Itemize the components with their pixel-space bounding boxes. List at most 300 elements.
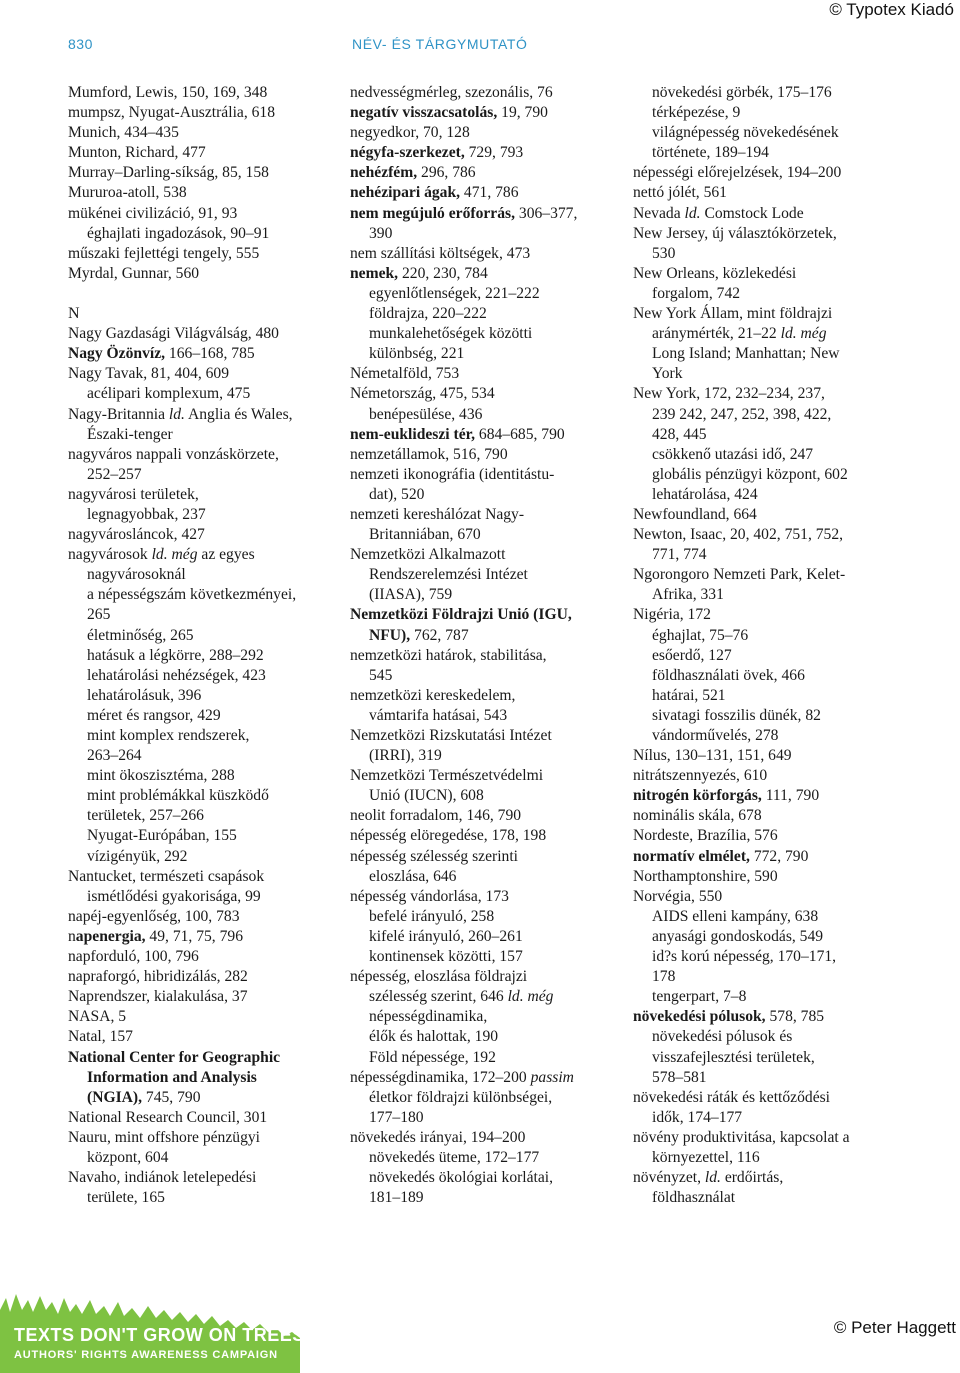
index-cross-ref: ld. még: [780, 325, 827, 343]
index-text: műszaki fejlettégi tengely, 555: [68, 244, 260, 262]
index-entry: [68, 626, 338, 646]
index-term-bold: negatív visszacsatolás,: [350, 104, 498, 122]
index-entry: [68, 1168, 338, 1188]
index-cross-ref: ld.: [704, 1169, 721, 1187]
index-entry: [633, 445, 923, 465]
index-text: Rendszerelemzési Intézet: [369, 566, 528, 584]
index-text: környezettel, 116: [652, 1148, 760, 1166]
index-entry: [68, 766, 338, 786]
index-entry: [633, 666, 923, 686]
index-entry: [633, 324, 923, 344]
index-entry: [350, 987, 620, 1007]
index-text: 471, 786: [460, 184, 519, 202]
index-text: növekedés irányai, 194–200: [350, 1128, 526, 1146]
index-entry: [350, 646, 620, 666]
index-entry: [350, 1007, 620, 1027]
index-entry: [68, 163, 338, 183]
index-entry: [633, 83, 923, 103]
index-entry: [68, 143, 338, 163]
index-entry: [633, 786, 923, 806]
index-entry: [350, 505, 620, 525]
index-entry: [633, 867, 923, 887]
index-text: anyasági gondoskodás, 549: [652, 927, 824, 945]
index-text: Északi-tenger: [87, 425, 173, 443]
index-text: éghajlat, 75–76: [652, 626, 749, 644]
index-text: mumpsz, Nyugat-Ausztrália, 618: [68, 104, 276, 122]
index-entry: [633, 887, 923, 907]
index-entry: [633, 405, 923, 425]
index-entry: [633, 204, 923, 224]
index-text: id?s korú népesség, 170–171,: [652, 948, 837, 966]
index-entry: [68, 887, 338, 907]
index-entry: [633, 545, 923, 565]
index-text: Nantucket, természeti csapások: [68, 867, 265, 885]
index-entry: [350, 344, 620, 364]
index-entry: [350, 806, 620, 826]
index-entry: [68, 1027, 338, 1047]
index-column-3: [633, 83, 923, 1208]
index-text: mint problémákkal küszködő: [87, 787, 269, 805]
index-text: ismétlődési gyakorisága, 99: [87, 887, 261, 905]
index-text: Navaho, indiánok letelepedési: [68, 1169, 257, 1187]
index-column-1: [68, 83, 338, 1208]
index-text: éghajlati ingadozások, 90–91: [87, 224, 270, 242]
index-entry: [633, 806, 923, 826]
index-entry: [350, 525, 620, 545]
index-term-bold: nem megújuló erőforrás,: [350, 204, 515, 222]
index-text: Afrika, 331: [652, 586, 724, 604]
index-term-bold: normatív elmélet,: [633, 847, 750, 865]
index-entry: [633, 1148, 923, 1168]
index-text: dat), 520: [369, 485, 425, 503]
index-entry: [350, 364, 620, 384]
index-entry: [68, 686, 338, 706]
index-entry: [633, 264, 923, 284]
banner-subtitle: AUTHORS' RIGHTS AWARENESS CAMPAIGN: [14, 1349, 278, 1361]
index-text: 177–180: [369, 1108, 424, 1126]
index-text: 771, 774: [652, 546, 707, 564]
index-text: kifelé irányuló, 260–261: [369, 927, 523, 945]
index-entry: [350, 224, 620, 244]
index-entry: [350, 405, 620, 425]
index-entry: [68, 746, 338, 766]
index-text: nemzetközi kereskedelem,: [350, 686, 516, 704]
index-text: Nílus, 130–131, 151, 649: [633, 747, 792, 765]
index-entry: [68, 545, 338, 565]
index-entry: [350, 143, 620, 163]
index-entry: [633, 344, 923, 364]
index-text: n: [68, 927, 76, 945]
index-text: növekedési görbék, 175–176: [652, 84, 832, 101]
index-entry: [68, 1088, 338, 1108]
index-text: forgalom, 742: [652, 284, 741, 302]
index-text: Nagy-Britannia: [68, 405, 169, 423]
index-entry: [68, 183, 338, 203]
index-text: New York, 172, 232–234, 237,: [633, 385, 825, 403]
index-entry: [68, 646, 338, 666]
index-cross-ref: ld.: [684, 204, 701, 222]
index-text: Föld népessége, 192: [369, 1048, 496, 1066]
index-text: lehatárolási nehézségek, 423: [87, 666, 266, 684]
index-text: erdőirtás,: [720, 1169, 784, 1187]
index-entry: [350, 244, 620, 264]
index-entry: [68, 465, 338, 485]
index-text: nemzeti kereshálózat Nagy-: [350, 505, 525, 523]
index-entry: [68, 83, 338, 103]
index-text: vándorművelés, 278: [652, 727, 779, 744]
index-entry: [68, 806, 338, 826]
index-text: N: [68, 305, 80, 323]
index-entry: [68, 706, 338, 726]
index-text: nagyvárosi területek,: [68, 485, 199, 503]
index-text: (IRRI), 319: [369, 747, 442, 765]
index-text: National Research Council, 301: [68, 1108, 268, 1126]
index-entry: [633, 425, 923, 445]
index-text: 296, 786: [417, 164, 476, 182]
index-text: munkalehetőségek közötti: [369, 325, 533, 343]
index-text: 545: [369, 666, 393, 684]
index-text: nagyvárosláncok, 427: [68, 526, 205, 544]
index-text: acélipari komplexum, 475: [87, 385, 251, 403]
index-text: Nyugat-Európában, 155: [87, 827, 237, 845]
index-entry: [350, 766, 620, 786]
index-entry: [350, 666, 620, 686]
index-entry: [633, 947, 923, 967]
index-entry: [633, 123, 923, 143]
index-column-2: [350, 83, 620, 1208]
index-text: területe, 165: [87, 1189, 165, 1207]
index-entry: [633, 224, 923, 244]
index-text: Ngorongoro Nemzeti Park, Kelet-: [633, 566, 846, 584]
index-text: 178: [652, 968, 676, 986]
index-entry: [350, 485, 620, 505]
index-entry: [68, 1048, 338, 1068]
index-text: népességdinamika, 172–200: [350, 1068, 531, 1086]
index-entry: [633, 384, 923, 404]
index-text: népesség szélesség szerinti: [350, 847, 519, 865]
running-head: NÉV- ÉS TÁRGYMUTATÓ: [352, 36, 528, 52]
index-entry: [68, 1007, 338, 1027]
index-text: határai, 521: [652, 686, 726, 704]
index-entry: [350, 183, 620, 203]
index-text: 19, 790: [497, 104, 548, 122]
index-entry: [350, 746, 620, 766]
index-text: NASA, 5: [68, 1008, 127, 1026]
index-entry: [350, 927, 620, 947]
index-entry: [633, 1068, 923, 1088]
index-text: csökkenő utazási idő, 247: [652, 445, 814, 463]
index-entry: [68, 405, 338, 425]
index-term-bold: National Center for Geographic: [68, 1048, 281, 1066]
index-text: nitrátszennyezés, 610: [633, 767, 768, 785]
index-text: 265: [87, 606, 111, 624]
index-text: napforduló, 100, 796: [68, 948, 199, 966]
index-spacer: [68, 284, 338, 304]
index-entry: [68, 1188, 338, 1208]
index-text: nedvességmérleg, szezonális, 76: [350, 84, 553, 101]
index-entry: [633, 565, 923, 585]
copyright-author: © Peter Haggett: [833, 1318, 956, 1337]
index-entry: [350, 204, 620, 224]
index-text: Natal, 157: [68, 1028, 133, 1046]
index-text: 166–168, 785: [165, 345, 255, 363]
index-entry: [68, 786, 338, 806]
index-entry: [68, 585, 338, 605]
index-entry: [68, 1108, 338, 1128]
index-entry: [633, 847, 923, 867]
index-entry: [633, 826, 923, 846]
index-text: visszafejlesztési területek,: [652, 1048, 815, 1066]
index-entry: [68, 726, 338, 746]
index-text: 306–377,: [515, 204, 578, 222]
index-entry: [68, 425, 338, 445]
index-entry: [633, 485, 923, 505]
index-term-bold: (NGIA),: [87, 1088, 143, 1106]
awareness-banner: [0, 1292, 312, 1373]
index-text: befelé irányuló, 258: [369, 907, 495, 925]
index-text: az egyes: [197, 546, 255, 564]
index-entry: [68, 505, 338, 525]
index-text: 578, 785: [765, 1008, 825, 1026]
index-text: (IIASA), 759: [369, 586, 453, 604]
index-text: növény produktivitása, kapcsolat a: [633, 1128, 850, 1146]
index-text: a népességszám következményei,: [87, 586, 297, 604]
index-entry: [350, 425, 620, 445]
index-entry: [633, 183, 923, 203]
index-term-bold: apenergia,: [75, 927, 146, 945]
index-term-bold: nemek,: [350, 264, 399, 282]
index-entry: [350, 1108, 620, 1128]
index-entry: [350, 907, 620, 927]
index-text: vízigényük, 292: [87, 847, 188, 865]
index-text: Nemzetközi Természetvédelmi: [350, 767, 544, 785]
index-text: központ, 604: [87, 1148, 169, 1166]
index-entry: [68, 485, 338, 505]
index-entry: [633, 987, 923, 1007]
index-entry: [633, 1007, 923, 1027]
index-text: AIDS elleni kampány, 638: [652, 907, 819, 925]
index-entry: [350, 1148, 620, 1168]
index-entry: [633, 163, 923, 183]
index-text: nemzetközi határok, stabilitása,: [350, 646, 547, 664]
index-text: 729, 793: [464, 144, 524, 162]
index-text: 220, 230, 784: [398, 264, 488, 282]
index-entry: [350, 284, 620, 304]
index-text: népességi előrejelzések, 194–200: [633, 164, 842, 182]
index-text: Anglia és Wales,: [184, 405, 293, 423]
index-text: Mumford, Lewis, 150, 169, 348: [68, 84, 268, 101]
index-entry: [633, 746, 923, 766]
index-entry: [633, 927, 923, 947]
index-text: hatásuk a légkörre, 288–292: [87, 646, 264, 664]
index-entry: [350, 1168, 620, 1188]
index-text: Nemzetközi Alkalmazott: [350, 546, 506, 564]
index-text: területek, 257–266: [87, 807, 204, 825]
index-entry: [350, 264, 620, 284]
index-entry: [68, 123, 338, 143]
index-entry: [350, 163, 620, 183]
index-text: lehatárolásuk, 396: [87, 686, 202, 704]
index-text: Naprendszer, kialakulása, 37: [68, 988, 248, 1006]
index-entry: [350, 967, 620, 987]
index-entry: [633, 284, 923, 304]
index-cross-ref: ld. még: [507, 988, 554, 1006]
index-text: globális pénzügyi központ, 602: [652, 465, 848, 483]
index-text: Newton, Isaac, 20, 402, 751, 752,: [633, 526, 844, 544]
index-text: Munich, 434–435: [68, 124, 179, 142]
index-text: nominális skála, 678: [633, 807, 762, 825]
index-entry: [68, 605, 338, 625]
index-entry: [350, 103, 620, 123]
index-entry: [633, 505, 923, 525]
index-entry: [68, 264, 338, 284]
index-text: földhasználati övek, 466: [652, 666, 805, 684]
index-text: New Jersey, új választókörzetek,: [633, 224, 837, 242]
index-entry: [350, 1088, 620, 1108]
index-text: sivatagi fosszilis dünék, 82: [652, 706, 821, 724]
index-text: Newfoundland, 664: [633, 505, 757, 523]
index-text: 578–581: [652, 1068, 707, 1086]
index-entry: [68, 867, 338, 887]
index-entry: [68, 987, 338, 1007]
index-text: különbség, 221: [369, 345, 465, 363]
index-text: Nagy Gazdasági Világválság, 480: [68, 325, 279, 343]
index-term-bold: NFU),: [369, 626, 411, 644]
index-text: mint ökoszisztéma, 288: [87, 767, 235, 785]
index-entry: [68, 666, 338, 686]
index-entry: [350, 123, 620, 143]
index-text: Nordeste, Brazília, 576: [633, 827, 778, 845]
index-text: népesség, eloszlása földrajzi: [350, 968, 528, 986]
index-text: 263–264: [87, 747, 142, 765]
index-text: Németalföld, 753: [350, 365, 460, 383]
index-text: nem szállítási költségek, 473: [350, 244, 531, 262]
index-text: Nevada: [633, 204, 685, 222]
index-text: vámtarifa hatásai, 543: [369, 706, 508, 724]
index-text: 745, 790: [142, 1088, 201, 1106]
index-entry: [350, 565, 620, 585]
index-entry: [633, 304, 923, 324]
index-term-bold: növekedési pólusok,: [633, 1008, 766, 1026]
index-entry: [68, 967, 338, 987]
index-entry: [350, 1027, 620, 1047]
index-entry: [350, 786, 620, 806]
index-text: mint komplex rendszerek,: [87, 727, 250, 744]
index-text: nagyváros nappali vonzáskörzete,: [68, 445, 279, 463]
index-entry: [68, 324, 338, 344]
index-text: 684–685, 790: [475, 425, 565, 443]
index-text: Norvégia, 550: [633, 887, 723, 905]
index-entry: [633, 465, 923, 485]
index-text: legnagyobbak, 237: [87, 505, 206, 523]
index-entry: [350, 605, 620, 625]
index-text: 239 242, 247, 252, 398, 422,: [652, 405, 832, 423]
index-text: nemzeti ikonográfia (identitástu-: [350, 465, 555, 483]
index-cross-ref: ld. még: [151, 546, 198, 564]
index-text: York: [652, 365, 683, 383]
index-text: növekedés ökológiai korlátai,: [369, 1169, 554, 1187]
index-text: földrajza, 220–222: [369, 305, 487, 323]
index-entry: [350, 706, 620, 726]
index-text: nettó jólét, 561: [633, 184, 727, 202]
index-text: története, 189–194: [652, 144, 769, 162]
index-text: Comstock Lode: [700, 204, 804, 222]
index-text: népesség elöregedése, 178, 198: [350, 827, 547, 845]
index-entry: [350, 1048, 620, 1068]
index-entry: [350, 1128, 620, 1148]
index-entry: [350, 686, 620, 706]
index-entry: [633, 766, 923, 786]
index-text: Mururoa-atoll, 538: [68, 184, 187, 202]
index-entry: [350, 947, 620, 967]
index-entry: [350, 585, 620, 605]
index-text: életminőség, 265: [87, 626, 194, 644]
index-entry: [633, 1027, 923, 1047]
index-entry: [68, 525, 338, 545]
index-text: Murray–Darling-síkság, 85, 158: [68, 164, 269, 182]
index-entry: [68, 927, 338, 947]
index-entry: [68, 565, 338, 585]
index-text: népesség vándorlása, 173: [350, 887, 509, 905]
index-text: Northamptonshire, 590: [633, 867, 778, 885]
index-text: térképezése, 9: [652, 104, 741, 122]
index-text: 772, 790: [749, 847, 809, 865]
index-entry: [633, 585, 923, 605]
index-entry: [350, 445, 620, 465]
index-entry: [350, 1068, 620, 1088]
index-text: nagyvárosoknál: [87, 566, 186, 584]
index-text: benépesülése, 436: [369, 405, 483, 423]
index-entry: [68, 445, 338, 465]
index-entry: [68, 344, 338, 364]
index-text: 49, 71, 75, 796: [145, 927, 243, 945]
index-entry: [633, 244, 923, 264]
index-entry: [68, 364, 338, 384]
index-entry: [350, 304, 620, 324]
index-entry: [633, 1128, 923, 1148]
index-cross-ref: passim: [530, 1068, 574, 1086]
index-text: 181–189: [369, 1189, 424, 1207]
index-text: tengerpart, 7–8: [652, 988, 747, 1006]
index-term-bold: Nagy Özönvíz,: [68, 345, 166, 363]
index-entry: [633, 686, 923, 706]
index-entry: [68, 1148, 338, 1168]
index-text: Myrdal, Gunnar, 560: [68, 264, 200, 282]
index-entry: [350, 1188, 620, 1208]
index-text: növekedési pólusok és: [652, 1028, 793, 1046]
index-entry: [350, 384, 620, 404]
index-text: negyedkor, 70, 128: [350, 124, 470, 142]
page-number: 830: [68, 36, 93, 52]
index-entry: [350, 545, 620, 565]
index-text: Nigéria, 172: [633, 606, 711, 624]
index-entry: [68, 826, 338, 846]
index-text: növekedés üteme, 172–177: [369, 1148, 540, 1166]
index-text: Unió (IUCN), 608: [369, 787, 484, 805]
index-text: Long Island; Manhattan; New: [652, 345, 840, 363]
index-entry: [350, 726, 620, 746]
index-entry: [68, 1068, 338, 1088]
index-text: 428, 445: [652, 425, 707, 443]
index-text: lehatárolása, 424: [652, 485, 758, 503]
index-entry: [633, 967, 923, 987]
index-text: idők, 174–177: [652, 1108, 743, 1126]
index-entry: [633, 1048, 923, 1068]
index-entry: [68, 907, 338, 927]
index-text: népességdinamika,: [369, 1008, 488, 1026]
index-text: Munton, Richard, 477: [68, 144, 206, 162]
index-entry: [68, 224, 338, 244]
